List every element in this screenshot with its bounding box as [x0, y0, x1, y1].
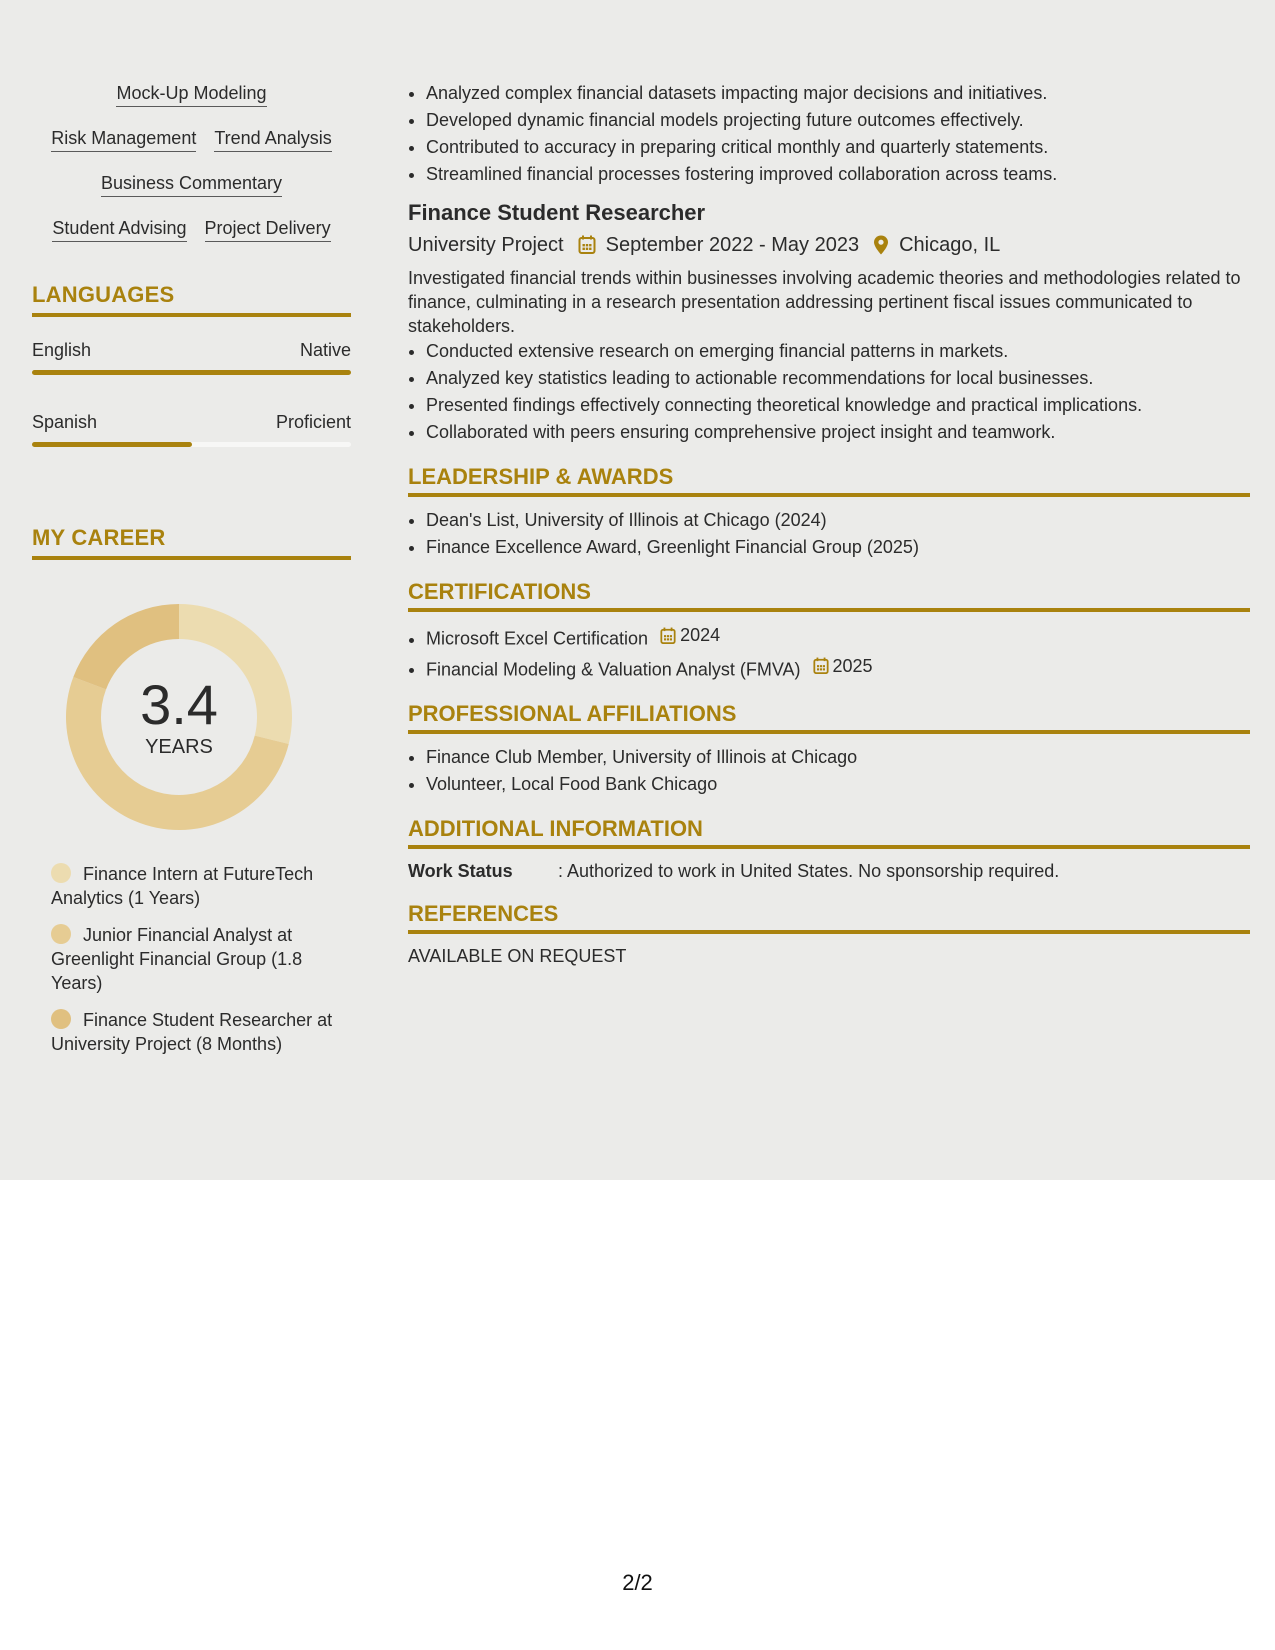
skills-row	[32, 127, 351, 152]
map-pin-icon	[873, 235, 889, 255]
job-company: University Project	[408, 234, 564, 256]
language-bar	[32, 370, 351, 375]
list-item: • Collaborated with peers ensuring comprehensive project insight and teamwork.	[426, 419, 1250, 446]
career-legend-item	[51, 1008, 341, 1056]
certification-name: Financial Modeling & Valuation Analyst (FMVA)	[426, 659, 801, 679]
skill-tag: Mock-Up Modeling	[116, 82, 266, 107]
language-bar	[32, 442, 351, 447]
legend-label: Finance Intern at FutureTech Analytics (1 Years)	[51, 864, 314, 908]
certifications-list	[408, 622, 1250, 683]
donut-center	[66, 604, 292, 830]
career-donut-chart	[66, 604, 292, 830]
work-status-value: : Authorized to work in United States. No sponsorship required.	[558, 861, 1060, 881]
skill-tag: Risk Management	[51, 127, 196, 152]
legend-dot	[51, 924, 71, 944]
language-level: Native	[299, 340, 351, 360]
job-bullets	[408, 338, 1250, 446]
leadership-heading: LEADERSHIP & AWARDS	[408, 464, 1250, 497]
list-item: • Finance Club Member, University of Illinois at Chicago	[426, 744, 1250, 771]
skill-tag: Student Advising	[52, 217, 186, 242]
career-heading: MY CAREER	[32, 525, 351, 560]
career-legend-item	[51, 862, 341, 910]
legend-label: Junior Financial Analyst at Greenlight Financial Group (1.8 Years)	[51, 925, 303, 993]
job-dates: September 2022 - May 2023	[605, 234, 860, 256]
affiliations-list	[408, 744, 1250, 798]
legend-dot	[51, 1009, 71, 1029]
list-item: • Analyzed key statistics leading to actionable recommendations for local businesses.	[426, 365, 1250, 392]
skills-row	[32, 172, 351, 197]
list-item: • Presented findings effectively connecting theoretical knowledge and practical implications.	[426, 392, 1250, 419]
list-item: • Conducted extensive research on emerging financial patterns in markets.	[426, 338, 1250, 365]
certification-year: 2025	[832, 655, 873, 676]
list-item	[426, 653, 1250, 684]
skill-tag: Trend Analysis	[214, 127, 331, 152]
work-status-label: Work Status	[408, 861, 513, 881]
certification-year: 2024	[680, 625, 721, 645]
calendar-icon	[578, 235, 596, 255]
list-item	[426, 622, 1250, 653]
skills-row	[32, 217, 351, 242]
job-description: Investigated financial trends within businesses involving academic theories and methodologies related to finance, culminating in a research presentation addressing pertinent fiscal issues communicated to stakeholders.	[408, 268, 1241, 336]
work-status-row	[408, 859, 1250, 883]
calendar-icon	[660, 627, 676, 645]
career-legend	[51, 862, 341, 1056]
certification-date	[813, 653, 873, 680]
language-spanish	[32, 411, 351, 447]
skills-tags	[32, 82, 351, 242]
language-level: Proficient	[275, 412, 351, 432]
list-item: • Dean's List, University of Illinois at Chicago (2024)	[426, 507, 1250, 534]
list-item: • Developed dynamic financial models projecting future outcomes effectively.	[426, 107, 1250, 134]
language-english	[32, 339, 351, 375]
legend-label: Finance Student Researcher at University Project (8 Months)	[51, 1010, 333, 1054]
affiliations-heading: PROFESSIONAL AFFILIATIONS	[408, 701, 1250, 734]
skills-row	[32, 82, 351, 107]
list-item: • Analyzed complex financial datasets impacting major decisions and initiatives.	[426, 80, 1250, 107]
additional-info-heading: ADDITIONAL INFORMATION	[408, 816, 1250, 849]
right-column	[408, 80, 1250, 968]
languages-heading: LANGUAGES	[32, 282, 351, 317]
skill-tag: Business Commentary	[101, 172, 282, 197]
career-years-label: YEARS	[145, 735, 213, 758]
list-item: • Volunteer, Local Food Bank Chicago	[426, 771, 1250, 798]
page-number: 2/2	[622, 1570, 653, 1595]
skill-tag: Project Delivery	[205, 217, 331, 242]
career-total-years: 3.4	[140, 672, 218, 736]
previous-job-bullets	[408, 80, 1250, 188]
certification-date	[660, 622, 720, 649]
certification-name: Microsoft Excel Certification	[426, 628, 649, 649]
language-name: English	[32, 340, 92, 360]
job-title: Finance Student Researcher	[408, 200, 706, 225]
language-name: Spanish	[32, 412, 98, 432]
job-meta	[408, 232, 1250, 258]
language-bar-fill	[32, 370, 351, 375]
language-row	[32, 411, 351, 433]
job-location: Chicago, IL	[899, 234, 1001, 256]
references-text: AVAILABLE ON REQUEST	[408, 946, 627, 966]
leadership-list	[408, 507, 1250, 561]
certifications-heading: CERTIFICATIONS	[408, 579, 1250, 612]
list-item: • Finance Excellence Award, Greenlight Financial Group (2025)	[426, 534, 1250, 561]
language-bar-fill	[32, 442, 192, 447]
calendar-icon	[813, 657, 829, 675]
legend-dot	[51, 863, 71, 883]
career-legend-item	[51, 923, 341, 995]
list-item: • Contributed to accuracy in preparing critical monthly and quarterly statements.	[426, 134, 1250, 161]
references-heading: REFERENCES	[408, 901, 1250, 934]
left-column	[32, 82, 351, 1069]
list-item: • Streamlined financial processes fostering improved collaboration across teams.	[426, 161, 1250, 188]
language-row	[32, 339, 351, 361]
